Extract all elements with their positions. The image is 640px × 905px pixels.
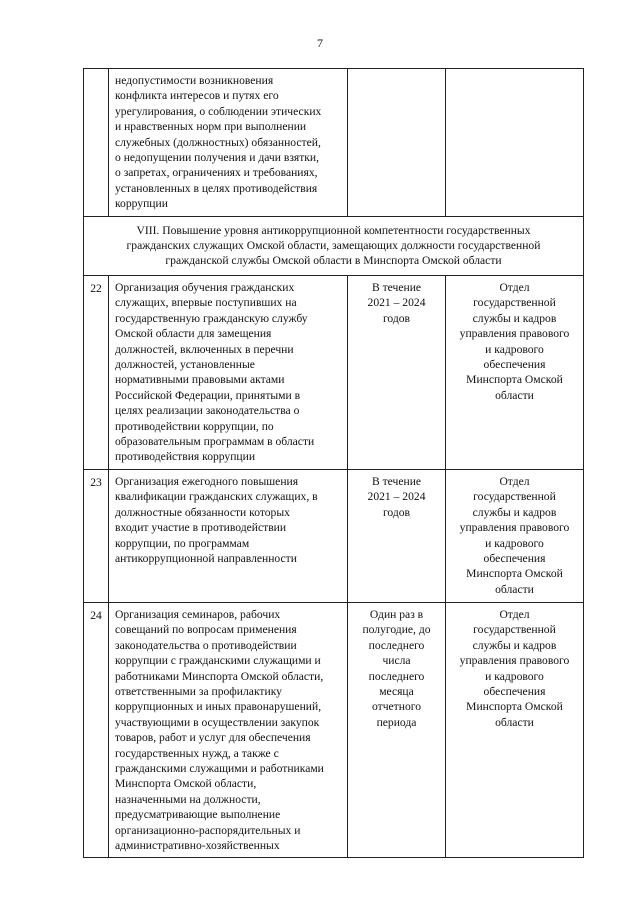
activity-cell xyxy=(109,602,348,858)
text-line: коррупции с гражданскими служащими и xyxy=(115,654,321,668)
text-line: коррупции xyxy=(115,197,168,211)
text-line: недопустимости возникновения xyxy=(115,74,274,87)
text-line: образовательным программам в области xyxy=(115,434,315,448)
text-line: Омской области для замещения xyxy=(115,327,272,341)
text-line: и нравственных норм при выполнении xyxy=(115,120,307,134)
text-line: государственную гражданскую службу xyxy=(115,311,308,325)
text-line: работниками Минспорта Омской области, xyxy=(115,669,324,683)
text-line: Отдел xyxy=(499,280,530,294)
text-line: полугодие, до xyxy=(362,623,431,637)
activity-text xyxy=(109,69,347,216)
text-line: и кадрового xyxy=(485,342,544,356)
text-line: 2021 – 2024 xyxy=(367,490,426,504)
activity-text xyxy=(109,276,347,469)
text-line: противодействия коррупции xyxy=(115,450,256,464)
text-line: должностные обязанности которых xyxy=(115,505,290,519)
text-line: последнего xyxy=(368,669,425,683)
text-line: области xyxy=(495,388,534,402)
text-line: числа xyxy=(382,654,411,668)
text-line: Минспорта Омской области, xyxy=(115,777,257,791)
text-line: управления правового xyxy=(459,521,570,535)
text-line: входит участие в противодействии xyxy=(115,521,287,535)
text-line: установленных в целях противодействия xyxy=(115,181,318,195)
text-line: организационно-распорядительных и xyxy=(115,823,301,837)
text-line: должностей, установленные xyxy=(115,357,255,371)
text-line: государственных нужд, а также с xyxy=(115,746,279,760)
text-line: Организация семинаров, рабочих xyxy=(115,607,281,621)
text-line: предусматривающие выполнение xyxy=(115,808,281,822)
responsible-text xyxy=(446,276,583,407)
text-line: должностей, включенных в перечни xyxy=(115,342,294,356)
text-line: назначенными на должности, xyxy=(115,792,261,806)
term-cell xyxy=(348,275,446,469)
row-number-cell: 24 xyxy=(84,602,109,858)
text-line: отчетного xyxy=(371,700,422,714)
text-line: служебных (должностных) обязанностей, xyxy=(115,135,321,149)
text-line: государственной xyxy=(473,490,556,504)
activity-cell xyxy=(109,469,348,602)
section-title xyxy=(84,216,584,275)
text-line: служащих, впервые поступивших на xyxy=(115,296,297,310)
activity-text xyxy=(109,603,347,858)
text-line: коррупции, по программам xyxy=(115,536,250,550)
text-line: Минспорта Омской xyxy=(466,373,563,387)
text-line: государственной xyxy=(473,623,556,637)
text-line: годов xyxy=(382,505,411,519)
text-line: Отдел xyxy=(499,474,530,488)
text-line: гражданской службы Омской области в Минспорта Омской области xyxy=(165,254,502,268)
text-line: Один раз в xyxy=(369,607,424,621)
term-text xyxy=(348,276,445,330)
responsible-cell xyxy=(446,275,584,469)
text-line: В течение xyxy=(371,280,422,294)
text-line: противодействии коррупции, по xyxy=(115,419,274,433)
table-row-23 xyxy=(84,469,584,602)
text-line: товаров, работ и услуг для обеспечения xyxy=(115,731,311,745)
text-line: области xyxy=(495,582,534,596)
text-line: антикоррупционной направленности xyxy=(115,551,297,565)
text-line: урегулирования, о соблюдении этических xyxy=(115,104,322,118)
text-line: службы и кадров xyxy=(472,638,557,652)
text-line: Отдел xyxy=(499,607,530,621)
term-text xyxy=(348,603,445,734)
text-line: о запретах, ограничениях и требованиях, xyxy=(115,166,318,180)
page-number: 7 xyxy=(317,36,323,50)
text-line: годов xyxy=(382,311,411,325)
table-row-continuation xyxy=(84,69,584,217)
text-line: и кадрового xyxy=(485,536,544,550)
text-line: совещаний по вопросам применения xyxy=(115,623,297,637)
text-line: ответственными за профилактику xyxy=(115,684,282,698)
text-line: последнего xyxy=(368,638,425,652)
text-line: нормативными правовыми актами xyxy=(115,373,285,387)
term-cell xyxy=(348,602,446,858)
text-line: законодательства о противодействии xyxy=(115,638,297,652)
section-header-row xyxy=(84,216,584,275)
text-line: В течение xyxy=(371,474,422,488)
text-line: государственной xyxy=(473,296,556,310)
text-line: обеспечения xyxy=(483,357,546,371)
text-line: обеспечения xyxy=(483,684,546,698)
responsible-cell xyxy=(446,69,584,217)
text-line: административно-хозяйственных xyxy=(115,838,280,852)
term-text xyxy=(348,470,445,524)
text-line: коррупционных и иных правонарушений, xyxy=(115,700,322,714)
text-line: службы и кадров xyxy=(472,505,557,519)
term-cell xyxy=(348,469,446,602)
text-line: VIII. Повышение уровня антикоррупционной компетентности государственных xyxy=(136,223,531,237)
term-cell xyxy=(348,69,446,217)
row-number-cell: 22 xyxy=(84,275,109,469)
text-line: службы и кадров xyxy=(472,311,557,325)
text-line: квалификации гражданских служащих, в xyxy=(115,490,318,504)
row-number-cell xyxy=(84,69,109,217)
table-row-22 xyxy=(84,275,584,469)
text-line: Организация ежегодного повышения xyxy=(115,474,299,488)
responsible-text xyxy=(446,603,583,734)
activity-cell xyxy=(109,275,348,469)
text-line: конфликта интересов и путях его xyxy=(115,89,279,103)
text-line: о недопущении получения и дачи взятки, xyxy=(115,151,320,165)
text-line: Минспорта Омской xyxy=(466,567,563,581)
text-line: гражданскими служащими и работниками xyxy=(115,761,324,775)
text-line: гражданских служащих Омской области, замещающих должности государственной xyxy=(126,239,541,253)
text-line: 2021 – 2024 xyxy=(367,296,426,310)
text-line: управления правового xyxy=(459,654,570,668)
text-line: управления правового xyxy=(459,327,570,341)
text-line: участвующими в осуществлении закупок xyxy=(115,715,320,729)
activity-text xyxy=(109,470,347,570)
activity-cell xyxy=(109,69,348,217)
text-line: целях реализации законодательства о xyxy=(115,404,300,418)
row-number-cell: 23 xyxy=(84,469,109,602)
text-line: области xyxy=(495,715,534,729)
text-line: и кадрового xyxy=(485,669,544,683)
text-line: обеспечения xyxy=(483,551,546,565)
text-line: периода xyxy=(376,715,417,729)
text-line: Российской Федерации, принятыми в xyxy=(115,388,301,402)
responsible-text xyxy=(446,470,583,601)
responsible-cell xyxy=(446,469,584,602)
table-row-24 xyxy=(84,602,584,858)
text-line: Минспорта Омской xyxy=(466,700,563,714)
measures-table xyxy=(83,68,584,858)
text-line: Организация обучения гражданских xyxy=(115,280,295,294)
responsible-cell xyxy=(446,602,584,858)
text-line: месяца xyxy=(379,684,414,698)
